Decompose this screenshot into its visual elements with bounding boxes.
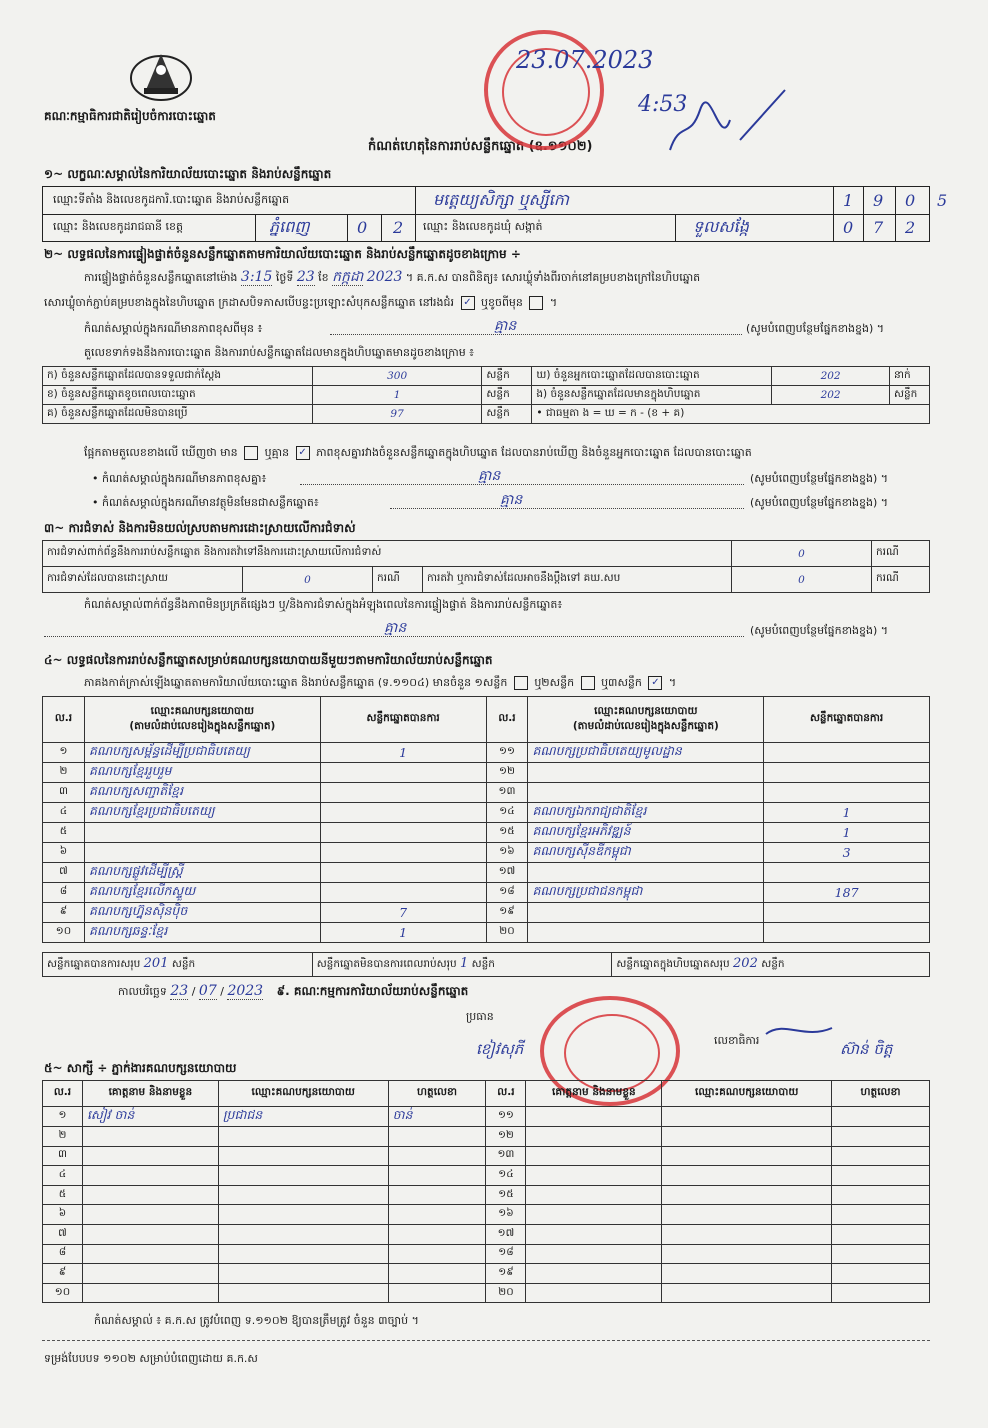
party-name: គណបក្សសម្ព័ន្ធដើម្បីប្រជាធិបតេយ្យ: [84, 743, 320, 763]
table-row: [43, 1127, 930, 1147]
kha-value: 1: [312, 386, 482, 405]
row-number: ១៤: [486, 803, 528, 823]
three-sheet-text: ឬ៣សន្លឹក: [601, 676, 642, 689]
table-row: [43, 863, 930, 883]
row-number: ១៩: [486, 1264, 526, 1284]
row-number: ១៣: [486, 1146, 526, 1166]
row-number: ៣: [43, 783, 85, 803]
b1-value: គ្មាន: [478, 468, 501, 484]
province-value: ភ្នំពេញ: [269, 217, 310, 236]
table-row: [43, 923, 930, 943]
witness-party: [218, 1127, 388, 1147]
party-votes: [320, 863, 486, 883]
verify-text-e: ។ គ.ក.ស បានពិនិត្យ៖ សោរឃ្លុំទាំងពីរចាក់នៅគម្របខាងក្រៅនៃហិបឆ្នោត: [405, 271, 701, 284]
row-number: ១: [43, 743, 85, 763]
section3-note: កំណត់សម្គាល់ពាក់ព័ន្ធនឹងភាពមិនប្រក្រតីផ្សេងៗ ឬ/និងការជំទាស់ក្នុងអំឡុងពេលនៃការផ្ទៀងផ្ទាត់ និងការរាប់សន្លឹកឆ្នោត៖: [84, 598, 563, 611]
date-year: 2023: [227, 983, 264, 999]
diff-text-a: ផ្អែកតាមតួលេខខាងលើ ឃើញថា មាន: [84, 446, 238, 459]
total-box: សន្លឹកឆ្នោតក្នុងហិបឆ្នោតសរុប 202 សន្លឹក: [612, 953, 930, 977]
table-row: [43, 1166, 930, 1186]
col-signature: ហត្ថលេខា: [832, 1081, 930, 1107]
secretary-name: ស៊ាន់ ចិត្ត: [840, 1040, 893, 1058]
results-table: [42, 696, 930, 943]
row-number: ១៣: [486, 783, 528, 803]
witness-name: [526, 1107, 662, 1127]
witness-name: [82, 1283, 218, 1303]
table-row: [43, 1185, 930, 1205]
witness-signature: [832, 1185, 930, 1205]
party-votes: 7: [320, 903, 486, 923]
party-name: គណបក្សខ្មែរប្រជាធិបតេយ្យ: [84, 803, 320, 823]
witness-name: [82, 1224, 218, 1244]
party-votes: [764, 863, 930, 883]
row-number: ៦: [43, 1205, 83, 1225]
row-number: ៦: [43, 843, 85, 863]
party-votes: [320, 763, 486, 783]
unit-case: ករណី: [872, 567, 930, 593]
col-votes: សន្លឹកឆ្នោតបានការ: [764, 697, 930, 743]
witness-party: [662, 1264, 832, 1284]
location-label: ឈ្មោះទីតាំង និងលេខកូដការិ.បោះឆ្នោត និងរាប់សន្លឹកឆ្នោត: [53, 193, 290, 206]
sheets-line: ភាគងកាត់ក្រាស់ឡើងឆ្នោតតាមការិយាល័យបោះឆ្នោត និងរាប់សន្លឹកឆ្នោត (ទ.១១០៤) មានចំនួន ១សន្លឹក ឬ២សន្លឹក ឬ៣សន្លឹក ✓ ។: [84, 676, 677, 689]
date-label: កាលបរិច្ឆេទ: [118, 985, 167, 998]
witness-signature: [388, 1166, 486, 1186]
date-line: កាលបរិច្ឆេទ 23 / 07 / 2023 ៩. គណៈកម្មការការិយាល័យរាប់សន្លឹកឆ្នោត: [118, 983, 469, 999]
total-valid: សន្លឹកឆ្នោតបានការសរុប 201 សន្លឹក: [43, 953, 313, 977]
section3-note-value: គ្មាន: [384, 620, 407, 636]
witness-name: [526, 1127, 662, 1147]
table-row: [43, 903, 930, 923]
party-name: គណបក្សឯករាជ្យជាតិខ្មែរ: [528, 803, 764, 823]
stamp-time: 4:53: [638, 92, 688, 117]
seal-line: សោរឃ្លុំចាក់ភ្ជាប់គម្របខាងក្នុងនៃហិបឆ្នោត ក្រដាសបិទភាសបើបន្ទះប្រឡោះសំបុកសន្លឹកឆ្នោត នៅរងជំរ ✓ ឬខូចពីមុន ។: [44, 296, 558, 309]
b1-label: • កំណត់សម្គាល់ក្នុងករណីមានភាពខុសគ្នា៖: [92, 472, 267, 485]
verify-month: កក្កដា: [332, 269, 364, 285]
has-diff-checkbox[interactable]: [244, 446, 258, 460]
verify-text-c: ខែ: [318, 271, 329, 284]
party-name: គណបក្សខ្មែរអភិវឌ្ឍន៍: [528, 823, 764, 843]
table-row: [43, 823, 930, 843]
witness-party: [662, 1107, 832, 1127]
two-sheet-checkbox[interactable]: [581, 676, 595, 690]
ka-label: ក) ចំនួនសន្លឹកឆ្នោតដែលបានទទួលជាក់ស្តែង: [43, 367, 313, 386]
witness-signature: [832, 1107, 930, 1127]
b2-value: គ្មាន: [500, 492, 523, 508]
party-name: គណបក្សខ្មែររួបរួម: [84, 763, 320, 783]
col-name: គោត្តនាម និងនាមខ្លួន: [526, 1081, 662, 1107]
kho-value: 202: [772, 367, 890, 386]
row-number: ៧: [43, 1224, 83, 1244]
seal-text: សោរឃ្លុំចាក់ភ្ជាប់គម្របខាងក្នុងនៃហិបឆ្នោត ក្រដាសបិទភាសបើបន្ទះប្រឡោះសំបុកសន្លឹកឆ្នោត នៅរងជំរ: [44, 296, 454, 309]
col-no: ល.រ: [43, 1081, 83, 1107]
b2-label: • កំណត់សម្គាល់ក្នុងករណីមានវត្ថុមិនមែនជាសន្លឹកឆ្នោត៖: [92, 496, 319, 509]
witness-signature: [832, 1264, 930, 1284]
party-votes: [320, 823, 486, 843]
witness-name: [526, 1166, 662, 1186]
party-votes: [320, 803, 486, 823]
ko-label: គ) ចំនួនសន្លឹកឆ្នោតដែលមិនបានប្រើ: [43, 405, 313, 424]
row-number: ១៨: [486, 1244, 526, 1264]
witness-party: [662, 1205, 832, 1225]
row-number: ៩: [43, 1264, 83, 1284]
table-row: [43, 1205, 930, 1225]
party-name: គណបក្សហ្វ៊ុនស៊ិនប៉ិច: [84, 903, 320, 923]
witness-party: [218, 1146, 388, 1166]
province-code: 0: [357, 218, 368, 237]
party-votes: 3: [764, 843, 930, 863]
section1-table: [42, 186, 948, 242]
witness-table: [42, 1080, 930, 1303]
witness-party: [662, 1283, 832, 1303]
row-number: ២: [43, 1127, 83, 1147]
party-name: គណបក្សឆន្ទៈខ្មែរ: [84, 923, 320, 943]
witness-party: [218, 1166, 388, 1186]
verify-day: 23: [296, 269, 315, 285]
witness-signature: [832, 1283, 930, 1303]
kha-label: ខ) ចំនួនសន្លឹកឆ្នោតខូចពេលបោះឆ្នោត: [43, 386, 313, 405]
difference-line: [84, 446, 752, 460]
unit-sheet: សន្លឹក: [889, 386, 929, 405]
row-number: ១៨: [486, 883, 528, 903]
col-party: ឈ្មោះគណបក្សនយោបាយ: [662, 1081, 832, 1107]
fill-hint: (សូមបំពេញបន្ថែមផ្នែកខាងខ្នង) ។: [750, 496, 889, 509]
party-votes: 1: [320, 923, 486, 943]
row-number: ៤: [43, 803, 85, 823]
fill-hint: (សូមបំពេញបន្ថែមផ្នែកខាងខ្នង) ។: [750, 624, 889, 637]
witness-signature: [832, 1146, 930, 1166]
row-number: ៤: [43, 1166, 83, 1186]
witness-name: [526, 1185, 662, 1205]
col-party: ឈ្មោះគណបក្សនយោបាយ (តាមលំដាប់លេខរៀងក្នុងសន្លឹកឆ្នោត): [528, 697, 764, 743]
diff-text-b: ឬគ្មាន: [264, 446, 290, 459]
witness-name: [82, 1264, 218, 1284]
party-name: គណបក្សប្រជាធិបតេយ្យមូលដ្ឋាន: [528, 743, 764, 763]
table-row: [43, 843, 930, 863]
org-name: គណៈកម្មាធិការជាតិរៀបចំការបោះឆ្នោត: [44, 109, 216, 123]
row-number: ១៧: [486, 863, 528, 883]
code-digit: 1: [843, 191, 854, 210]
witness-name: សៀវ ចាន់: [82, 1107, 218, 1127]
code-digit: 5: [937, 191, 948, 210]
appeal-value: 0: [732, 567, 872, 593]
row-number: ៥: [43, 823, 85, 843]
witness-party: [218, 1283, 388, 1303]
section2-heading: ២~ លទ្ធផលនៃការផ្ទៀងផ្ទាត់ចំនួនសន្លឹកឆ្នោតតាមការិយាល័យបោះឆ្នោត និងរាប់សន្លឹកឆ្នោតដូចខាងក្រោម ÷: [44, 247, 521, 261]
row-number: ២: [43, 763, 85, 783]
party-name: [84, 843, 320, 863]
witness-signature: [832, 1224, 930, 1244]
formula: • ជាធម្មតា ង = ឃ = ក - (ខ + គ): [532, 405, 930, 424]
row-number: ១៤: [486, 1166, 526, 1186]
unit-case: ករណី: [373, 567, 423, 593]
date-day: 23: [170, 983, 189, 999]
witness-name: [82, 1146, 218, 1166]
figures-intro: តួលេខទាក់ទងនឹងការបោះឆ្នោត និងការរាប់សន្លឹកឆ្នោតដែលមានក្នុងហិបឆ្នោតមានដូចខាងក្រោម ៖: [84, 346, 475, 359]
unit-case: ករណី: [872, 541, 930, 567]
unit-person: នាក់: [889, 367, 929, 386]
party-votes: [764, 763, 930, 783]
witness-signature: [832, 1244, 930, 1264]
party-votes: [320, 883, 486, 903]
row-number: ៨: [43, 883, 85, 903]
fill-hint: (សូមបំពេញបន្ថែមផ្នែកខាងខ្នង) ។: [746, 322, 885, 335]
code-digit: 0: [905, 191, 916, 210]
sheets-text: ភាគងកាត់ក្រាស់ឡើងឆ្នោតតាមការិយាល័យបោះឆ្នោត និងរាប់សន្លឹកឆ្នោត (ទ.១១០៤) មានចំនួន ១សន្លឹក: [84, 676, 508, 689]
witness-signature: [832, 1127, 930, 1147]
party-votes: [764, 923, 930, 943]
no-diff-checkbox[interactable]: ✓: [296, 446, 310, 460]
intact-checkbox[interactable]: ✓: [461, 296, 475, 310]
party-votes: 1: [764, 823, 930, 843]
witness-signature: [388, 1127, 486, 1147]
party-votes: [320, 783, 486, 803]
party-votes: [764, 783, 930, 803]
row-number: ១១: [486, 1107, 526, 1127]
total-valid-value: 201: [143, 956, 169, 971]
witness-name: [526, 1244, 662, 1264]
two-sheet-text: ឬ២សន្លឹក: [534, 676, 575, 689]
witness-signature: [388, 1146, 486, 1166]
national-emblem: [124, 44, 198, 106]
row-number: ១២: [486, 763, 528, 783]
total-invalid: សន្លឹកឆ្នោតមិនបានការពេលរាប់សរុប 1 សន្លឹក: [312, 953, 612, 977]
row-number: ១៩: [486, 903, 528, 923]
row-number: ១៥: [486, 823, 528, 843]
row-number: ៧: [43, 863, 85, 883]
witness-party: ប្រជាជន: [218, 1107, 388, 1127]
row-number: ១: [43, 1107, 83, 1127]
witness-name: [526, 1264, 662, 1284]
broken-checkbox[interactable]: [529, 296, 543, 310]
table-row: [43, 803, 930, 823]
appeal-label: ការតវ៉ា ឬការជំទាស់ដែលអាចនឹងប្តឹងទៅ គឃ.សប: [423, 567, 732, 593]
col-party: ឈ្មោះគណបក្សនយោបាយ: [218, 1081, 388, 1107]
section4-heading: ៤~ លទ្ធផលនៃការរាប់សន្លឹកឆ្នោតសម្រាប់គណបក្សនយោបាយនីមួយៗតាមការិយាល័យរាប់សន្លឹកឆ្នោត: [44, 653, 493, 667]
witness-name: [526, 1283, 662, 1303]
commune-code: 7: [873, 218, 884, 237]
witness-signature: [388, 1283, 486, 1303]
table-row: [43, 783, 930, 803]
resolved-value: 0: [243, 567, 373, 593]
witness-party: [662, 1224, 832, 1244]
row-number: ១០: [43, 923, 85, 943]
form-label: ទម្រង់បែបបទ ១១០២ សម្រាប់បំពេញដោយ គ.ក.ស: [44, 1352, 258, 1365]
president-name: ខៀវសុភី: [476, 1040, 524, 1058]
note1-value: គ្មាន: [494, 318, 517, 334]
table-row: [43, 763, 930, 783]
table-row: [43, 1264, 930, 1284]
witness-name: [82, 1205, 218, 1225]
party-name: គណបក្សស៊ីនឌីកម្ពុជា: [528, 843, 764, 863]
witness-party: [662, 1244, 832, 1264]
resolved-label: ការជំទាស់ដែលបានដោះស្រាយ: [43, 567, 243, 593]
commune-code: 2: [905, 218, 916, 237]
fill-hint: (សូមបំពេញបន្ថែមផ្នែកខាងខ្នង) ។: [750, 472, 889, 485]
col-no: ល.រ: [486, 1081, 526, 1107]
party-name: គណបក្សប្រជាជនកម្ពុជា: [528, 883, 764, 903]
witness-name: [526, 1224, 662, 1244]
witness-name: [526, 1205, 662, 1225]
witness-party: [218, 1264, 388, 1284]
table-row: [43, 1224, 930, 1244]
stamp-date: 23.07.2023: [516, 46, 654, 74]
party-name: គណបក្សផ្លូវដើម្បីស្ត្រី: [84, 863, 320, 883]
witness-party: [662, 1127, 832, 1147]
section1-heading: ១~ លក្ខណៈសម្គាល់នៃការិយាល័យបោះឆ្នោត និងរាប់សន្លឹកឆ្នោត: [44, 167, 332, 181]
witness-signature: [388, 1224, 486, 1244]
row-number: ២០: [486, 923, 528, 943]
party-name: [528, 783, 764, 803]
table-row: [43, 1146, 930, 1166]
row-number: ៣: [43, 1146, 83, 1166]
note1-label: កំណត់សម្គាល់ក្នុងករណីមានភាពខុសពីមុន ៖: [84, 322, 263, 335]
verify-text-b: ថ្ងៃទី: [275, 271, 294, 284]
witness-party: [218, 1224, 388, 1244]
secretary-signature: [764, 1012, 834, 1042]
objection-value: 0: [732, 541, 872, 567]
table-row: [43, 883, 930, 903]
party-name: គណបក្សខ្មែរលើកស្ទួយ: [84, 883, 320, 903]
party-name: [84, 823, 320, 843]
diff-text-c: ភាពខុសគ្នារវាងចំនួនសន្លឹកឆ្នោតក្នុងហិបឆ្នោត ដែលបានរាប់ឃើញ និងចំនួនអ្នកបោះឆ្នោត ដែលបានបោះឆ្នោត: [316, 446, 752, 459]
party-name: [528, 763, 764, 783]
row-number: ១៥: [486, 1185, 526, 1205]
ko-value: 97: [312, 405, 482, 424]
section5-heading: ៥~ សាក្សី ÷ ភ្នាក់ងារគណបក្សនយោបាយ: [44, 1061, 237, 1075]
code-digit: 9: [873, 191, 884, 210]
party-votes: 1: [320, 743, 486, 763]
doc-title: កំណត់ហេតុនៃការរាប់សន្លឹកឆ្នោត (ឧ.១១០២): [368, 139, 593, 154]
verify-year: 2023: [366, 269, 403, 285]
footer-note: កំណត់សម្គាល់ ៖ គ.ក.ស ត្រូវបំពេញ ទ.១១០២ ឱ្យបានត្រឹមត្រូវ ចំនួន ៣ច្បាប់ ។: [94, 1314, 419, 1327]
total-box-value: 202: [733, 956, 758, 971]
section3-heading: ៣~ ការជំទាស់ និងការមិនយល់ស្របតាមការដោះស្រាយលើការជំទាស់: [44, 521, 356, 535]
witness-party: [662, 1185, 832, 1205]
row-number: ១៦: [486, 843, 528, 863]
witness-signature: ចាន់: [388, 1107, 486, 1127]
ngo-label: ង) ចំនួនសន្លឹកឆ្នោតដែលមានក្នុងហិបឆ្នោត: [532, 386, 772, 405]
row-number: ១៦: [486, 1205, 526, 1225]
row-number: ៥: [43, 1185, 83, 1205]
total-invalid-value: 1: [460, 956, 469, 971]
table-row: [43, 743, 930, 763]
table-row: [43, 1244, 930, 1264]
row-number: ១១: [486, 743, 528, 763]
witness-name: [82, 1127, 218, 1147]
ka-value: 300: [312, 367, 482, 386]
row-number: ១០: [43, 1283, 83, 1303]
table-row: [43, 1107, 930, 1127]
party-votes: [764, 903, 930, 923]
witness-party: [218, 1244, 388, 1264]
party-votes: [764, 743, 930, 763]
row-number: ១២: [486, 1127, 526, 1147]
party-name: [528, 863, 764, 883]
witness-signature: [388, 1205, 486, 1225]
row-number: ៩: [43, 903, 85, 923]
committee-label: ៩. គណៈកម្មការការិយាល័យរាប់សន្លឹកឆ្នោត: [276, 984, 469, 998]
col-name: គោត្តនាម និងនាមខ្លួន: [82, 1081, 218, 1107]
totals-table: [42, 952, 930, 977]
president-label: ប្រធាន: [466, 1010, 494, 1023]
verify-text-a: ការផ្ទៀងផ្ទាត់ចំនួនសន្លឹកឆ្នោតនៅម៉ោង: [84, 271, 238, 284]
commune-label: ឈ្មោះ និងលេខកូដឃុំ សង្កាត់: [423, 220, 543, 233]
witness-signature: [388, 1264, 486, 1284]
location-value: មត្តេយ្យសិក្សា ឬស្សីកោ: [433, 190, 569, 209]
unit-sheet: សន្លឹក: [482, 405, 532, 424]
witness-name: [82, 1166, 218, 1186]
row-number: ១៧: [486, 1224, 526, 1244]
signature-top: [660, 80, 790, 160]
row-number: ៨: [43, 1244, 83, 1264]
secretary-label: លេខាធិការ: [714, 1034, 760, 1047]
witness-party: [218, 1205, 388, 1225]
col-no: ល.រ: [486, 697, 528, 743]
witness-signature: [388, 1185, 486, 1205]
witness-party: [662, 1166, 832, 1186]
witness-party: [218, 1185, 388, 1205]
witness-name: [526, 1146, 662, 1166]
party-name: គណបក្សសញ្ជាតិខ្មែរ: [84, 783, 320, 803]
verify-line: [84, 270, 700, 285]
col-votes: សន្លឹកឆ្នោតបានការ: [320, 697, 486, 743]
witness-name: [82, 1244, 218, 1264]
figures-table: [42, 366, 930, 424]
party-votes: [320, 843, 486, 863]
kho-label: ឃ) ចំនួនអ្នកបោះឆ្នោតដែលបានបោះឆ្នោត: [532, 367, 772, 386]
one-sheet-checkbox[interactable]: [514, 676, 528, 690]
col-party: ឈ្មោះគណបក្សនយោបាយ (តាមលំដាប់លេខរៀងក្នុងសន្លឹកឆ្នោត): [84, 697, 320, 743]
party-name: [528, 903, 764, 923]
party-votes: 187: [764, 883, 930, 903]
objection-table: [42, 540, 930, 593]
party-name: [528, 923, 764, 943]
unit-sheet: សន្លឹក: [482, 386, 532, 405]
province-label: ឈ្មោះ និងលេខកូដរាជធានី ខេត្ត: [53, 220, 183, 233]
party-votes: 1: [764, 803, 930, 823]
witness-name: [82, 1185, 218, 1205]
witness-party: [662, 1146, 832, 1166]
row-number: ២០: [486, 1283, 526, 1303]
date-month: 07: [198, 983, 217, 999]
witness-signature: [832, 1166, 930, 1186]
col-no: ល.រ: [43, 697, 85, 743]
col-signature: ហត្ថលេខា: [388, 1081, 486, 1107]
witness-signature: [832, 1205, 930, 1225]
witness-signature: [388, 1244, 486, 1264]
table-row: [43, 1283, 930, 1303]
three-sheet-checkbox[interactable]: ✓: [648, 676, 662, 690]
objection-label: ការជំទាស់ពាក់ព័ន្ធនឹងការរាប់សន្លឹកឆ្នោត និងការតវ៉ាទៅនឹងការដោះស្រាយលើការជំទាស់: [43, 541, 732, 567]
unit-sheet: សន្លឹក: [482, 367, 532, 386]
verify-time: 3:15: [240, 269, 273, 285]
commune-code: 0: [843, 218, 854, 237]
broken-text: ឬខូចពីមុន: [481, 296, 523, 309]
ngo-value: 202: [772, 386, 890, 405]
province-code: 2: [393, 218, 404, 237]
commune-value: ទួលសង្កែ: [693, 217, 749, 236]
